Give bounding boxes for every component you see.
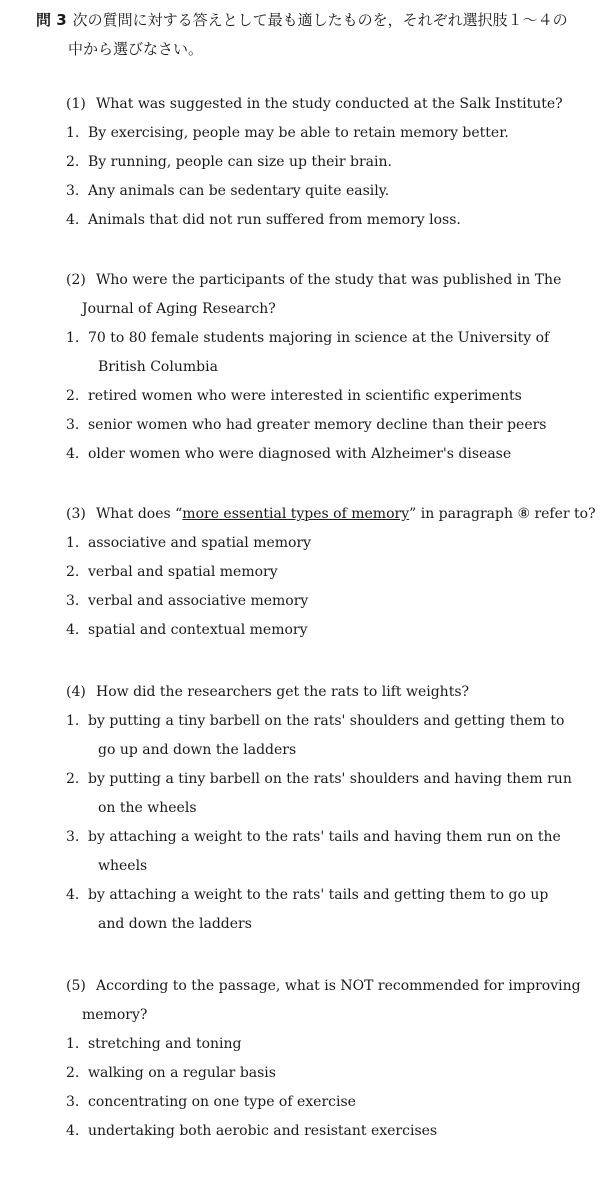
- question-1: [66, 90, 566, 235]
- option-item: [66, 440, 566, 469]
- option-text: 70 to 80 female students majoring in science at the University of: [88, 330, 550, 346]
- option-item: [66, 1088, 566, 1117]
- option-item: [66, 324, 566, 382]
- options-list: [66, 707, 572, 939]
- option-text: undertaking both aerobic and resistant exercises: [88, 1123, 438, 1139]
- question-text-continued: Journal of Aging Research?: [82, 301, 276, 317]
- question-stem: [66, 972, 581, 1030]
- option-text: verbal and spatial memory: [88, 564, 278, 580]
- option-item: [66, 1117, 566, 1146]
- option-item: [66, 558, 566, 587]
- option-text: By exercising, people may be able to retain memory better.: [88, 125, 509, 141]
- option-text-continued: British Columbia: [98, 359, 218, 375]
- option-text: Any animals can be sedentary quite easily.: [88, 183, 390, 199]
- option-number: 3.: [66, 417, 80, 433]
- option-text: Animals that did not run suffered from memory loss.: [88, 212, 461, 228]
- option-number: 4.: [66, 1123, 80, 1139]
- option-number: 4.: [66, 887, 80, 903]
- option-number: 2.: [66, 771, 80, 787]
- instruction-text-1: 次の質問に対する答えとして最も適したものを，それぞれ選択肢１～４の: [72, 11, 568, 29]
- option-text: By running, people can size up their brain.: [88, 154, 392, 170]
- question-stem: [66, 500, 596, 529]
- question-number: (4): [66, 684, 86, 700]
- option-item: [66, 1059, 566, 1088]
- underlined-phrase: more essential types of memory: [182, 506, 410, 522]
- question-stem: [66, 90, 566, 119]
- instruction-line-1: [36, 6, 568, 35]
- question-text: According to the passage, what is NOT recommended for improving: [96, 978, 581, 994]
- question-text-post: ” in paragraph ⑧ refer to?: [409, 506, 596, 522]
- question-text: How did the researchers get the rats to lift weights?: [96, 684, 470, 700]
- option-item: [66, 148, 566, 177]
- option-number: 1.: [66, 330, 80, 346]
- options-list: [66, 1030, 566, 1146]
- option-text-continued: on the wheels: [98, 800, 197, 816]
- question-stem: [66, 678, 566, 707]
- option-item: [66, 823, 566, 881]
- question-number: (3): [66, 506, 86, 522]
- option-number: 4.: [66, 446, 80, 462]
- option-text: older women who were diagnosed with Alzheimer's disease: [88, 446, 512, 462]
- option-text: concentrating on one type of exercise: [88, 1094, 356, 1110]
- question-text-pre: What does “: [96, 506, 183, 522]
- option-text: retired women who were interested in scientific experiments: [88, 388, 522, 404]
- option-text: by attaching a weight to the rats' tails and having them run on the: [88, 829, 561, 845]
- question-text-continued: memory?: [82, 1007, 148, 1023]
- instruction-line-2: 中から選びなさい。: [68, 40, 204, 58]
- question-text: Who were the participants of the study that was published in The: [96, 272, 562, 288]
- option-number: 2.: [66, 154, 80, 170]
- option-item: [66, 881, 566, 939]
- option-number: 4.: [66, 622, 80, 638]
- option-text: associative and spatial memory: [88, 535, 312, 551]
- option-number: 4.: [66, 212, 80, 228]
- option-number: 2.: [66, 388, 80, 404]
- question-tag: 問 3: [36, 11, 67, 29]
- question-stem: [66, 266, 566, 324]
- option-item: [66, 707, 566, 765]
- option-text: stretching and toning: [88, 1036, 242, 1052]
- option-item: [66, 206, 566, 235]
- question-number: (5): [66, 978, 86, 994]
- question-2: [66, 266, 566, 469]
- option-item: [66, 587, 566, 616]
- option-item: [66, 529, 566, 558]
- question-3: [66, 500, 596, 645]
- options-list: [66, 529, 566, 645]
- option-item: [66, 382, 566, 411]
- option-number: 3.: [66, 593, 80, 609]
- option-number: 2.: [66, 564, 80, 580]
- option-item: [66, 1030, 566, 1059]
- question-5: [66, 972, 581, 1146]
- option-number: 3.: [66, 1094, 80, 1110]
- option-number: 1.: [66, 713, 80, 729]
- options-list: [66, 119, 566, 235]
- option-text-continued: wheels: [98, 858, 148, 874]
- option-text: by putting a tiny barbell on the rats' shoulders and having them run: [88, 771, 572, 787]
- options-list: [66, 324, 566, 469]
- option-number: 1.: [66, 1036, 80, 1052]
- option-text: senior women who had greater memory decline than their peers: [88, 417, 547, 433]
- option-text: verbal and associative memory: [88, 593, 309, 609]
- option-number: 1.: [66, 125, 80, 141]
- option-item: [66, 616, 566, 645]
- option-text: walking on a regular basis: [88, 1065, 276, 1081]
- option-text-continued: and down the ladders: [98, 916, 252, 932]
- option-text: spatial and contextual memory: [88, 622, 308, 638]
- option-number: 3.: [66, 183, 80, 199]
- option-number: 2.: [66, 1065, 80, 1081]
- question-text: What was suggested in the study conducted at the Salk Institute?: [96, 96, 563, 112]
- option-item: [66, 177, 566, 206]
- option-text-continued: go up and down the ladders: [98, 742, 297, 758]
- option-item: [66, 119, 566, 148]
- question-4: [66, 678, 572, 939]
- option-number: 3.: [66, 829, 80, 845]
- option-item: [66, 411, 566, 440]
- option-item: [66, 765, 572, 823]
- question-number: (2): [66, 272, 86, 288]
- option-text: by putting a tiny barbell on the rats' shoulders and getting them to: [88, 713, 565, 729]
- option-text: by attaching a weight to the rats' tails and getting them to go up: [88, 887, 549, 903]
- question-number: (1): [66, 96, 86, 112]
- option-number: 1.: [66, 535, 80, 551]
